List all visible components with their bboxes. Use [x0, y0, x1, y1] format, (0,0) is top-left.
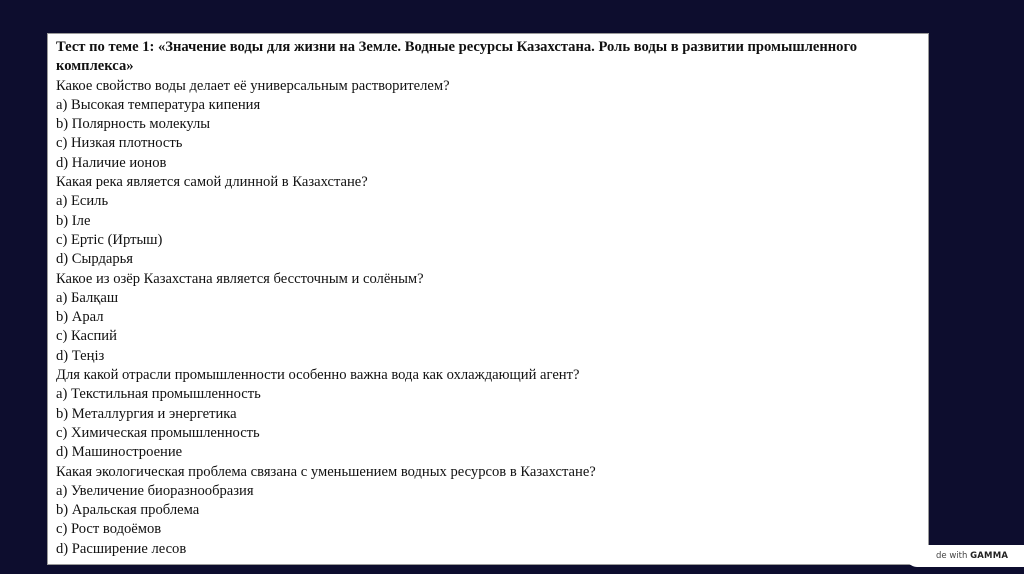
answer-option: c) Низкая плотность [56, 135, 183, 152]
answer-option: a) Балқаш [56, 289, 119, 306]
answer-option: b) Полярность молекулы [56, 116, 211, 133]
question-text: Какая экологическая проблема связана с уменьшением водных ресурсов в Казахстане? [56, 463, 596, 480]
question-1 [56, 77, 920, 173]
answer-option: b) Аральская проблема [56, 502, 200, 519]
answer-option: a) Увеличение биоразнообразия [56, 482, 254, 499]
question-text: Какое из озёр Казахстана является бессточным и солёным? [56, 270, 424, 287]
answer-option: d) Машиностроение [56, 444, 183, 461]
answer-option: b) Металлургия и энергетика [56, 405, 237, 422]
question-4 [56, 366, 920, 462]
answer-option: d) Сырдарья [56, 251, 134, 268]
made-with-gamma-badge[interactable] [906, 545, 1024, 567]
answer-option: a) Высокая температура кипения [56, 96, 261, 113]
answer-option: a) Есиль [56, 193, 109, 210]
slide-card [47, 33, 929, 565]
question-3 [56, 270, 920, 366]
question-text: Какая река является самой длинной в Казахстане? [56, 174, 368, 191]
answer-option: c) Каспий [56, 328, 117, 345]
question-5 [56, 463, 920, 559]
badge-brand: GAMMA [970, 551, 1009, 561]
answer-option: c) Химическая промышленность [56, 424, 260, 441]
answer-option: c) Ертіс (Иртыш) [56, 231, 163, 248]
question-2 [56, 173, 920, 269]
document-title: Тест по теме 1: «Значение воды для жизни на Земле. Водные ресурсы Казахстана. Роль воды в развитии промышленного комплекса» [56, 39, 858, 75]
answer-option: c) Рост водоёмов [56, 521, 162, 538]
answer-option: d) Теңіз [56, 347, 105, 364]
answer-option: d) Расширение лесов [56, 540, 187, 557]
answer-option: b) Іле [56, 212, 91, 229]
badge-prefix: de with [936, 551, 968, 561]
answer-option: b) Арал [56, 309, 104, 326]
answer-option: d) Наличие ионов [56, 154, 167, 171]
answer-option: a) Текстильная промышленность [56, 386, 261, 403]
question-text: Какое свойство воды делает её универсальным растворителем? [56, 77, 450, 94]
question-text: Для какой отрасли промышленности особенно важна вода как охлаждающий агент? [56, 367, 580, 384]
